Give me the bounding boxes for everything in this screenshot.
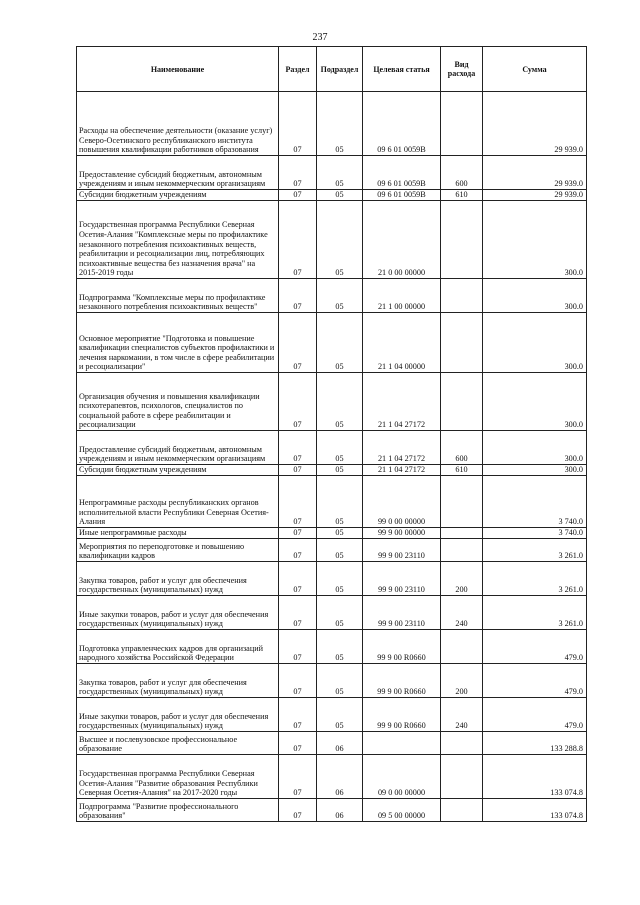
row-expense-type: 200: [441, 664, 483, 698]
row-name: Государственная программа Республики Северная Осетия-Алания "Комплексные меры по профилактике незаконного потребления психоактивных веществ, реабилитации и ресоциализации лиц, потребляющих психоактивные вещества без назначения врача" на 2015-2019 годы: [77, 201, 279, 279]
row-name: Иные закупки товаров, работ и услуг для обеспечения государственных (муниципальных) нужд: [77, 596, 279, 630]
row-amount: 479.0: [483, 698, 587, 732]
row-section: 07: [279, 539, 317, 562]
table-row: [77, 279, 587, 313]
row-subsection: 05: [317, 664, 363, 698]
row-expense-type: 600: [441, 431, 483, 465]
row-target: 21 1 04 27172: [363, 465, 441, 476]
row-subsection: 05: [317, 630, 363, 664]
header-target: Целевая статья: [363, 47, 441, 92]
row-expense-type: [441, 476, 483, 528]
row-expense-type: 200: [441, 562, 483, 596]
row-amount: 300.0: [483, 201, 587, 279]
row-name: Расходы на обеспечение деятельности (оказание услуг) Северо-Осетинского республиканского института повышения квалификации работников образования: [77, 92, 279, 156]
row-subsection: 05: [317, 373, 363, 431]
header-name: Наименование: [77, 47, 279, 92]
row-expense-type: 600: [441, 156, 483, 190]
row-target: 99 0 00 00000: [363, 476, 441, 528]
row-expense-type: 240: [441, 698, 483, 732]
row-amount: 29 939.0: [483, 190, 587, 201]
row-expense-type: [441, 732, 483, 755]
row-amount: 3 740.0: [483, 476, 587, 528]
row-subsection: 05: [317, 528, 363, 539]
row-amount: 29 939.0: [483, 92, 587, 156]
row-amount: 3 261.0: [483, 562, 587, 596]
row-section: 07: [279, 698, 317, 732]
table-row: [77, 476, 587, 528]
row-target: 21 1 04 00000: [363, 313, 441, 373]
row-section: 07: [279, 92, 317, 156]
row-subsection: 05: [317, 156, 363, 190]
row-amount: 133 074.8: [483, 799, 587, 822]
row-section: 07: [279, 596, 317, 630]
row-amount: 479.0: [483, 630, 587, 664]
row-expense-type: 610: [441, 465, 483, 476]
row-subsection: 05: [317, 596, 363, 630]
row-section: 07: [279, 201, 317, 279]
header-expense-type: Вид расхода: [441, 47, 483, 92]
row-expense-type: [441, 799, 483, 822]
row-name: Подготовка управленческих кадров для организаций народного хозяйства Российской Федерации: [77, 630, 279, 664]
header-subsection: Подраздел: [317, 47, 363, 92]
row-target: 09 6 01 0059В: [363, 156, 441, 190]
row-section: 07: [279, 630, 317, 664]
row-expense-type: [441, 313, 483, 373]
row-subsection: 05: [317, 562, 363, 596]
row-name: Закупка товаров, работ и услуг для обеспечения государственных (муниципальных) нужд: [77, 664, 279, 698]
row-expense-type: [441, 630, 483, 664]
row-amount: 133 288.8: [483, 732, 587, 755]
row-expense-type: [441, 373, 483, 431]
table-row: [77, 313, 587, 373]
row-section: 07: [279, 279, 317, 313]
row-amount: 29 939.0: [483, 156, 587, 190]
table-row: [77, 92, 587, 156]
table-row: [77, 156, 587, 190]
row-amount: 3 740.0: [483, 528, 587, 539]
table-row: [77, 528, 587, 539]
row-target: 09 6 01 0059В: [363, 92, 441, 156]
header-amount: Сумма: [483, 47, 587, 92]
row-subsection: 05: [317, 476, 363, 528]
row-name: Подпрограмма "Развитие профессионального образования": [77, 799, 279, 822]
row-target: 99 9 00 R0660: [363, 630, 441, 664]
row-name: Иные непрограммные расходы: [77, 528, 279, 539]
row-section: 07: [279, 562, 317, 596]
table-row: [77, 431, 587, 465]
row-section: 07: [279, 755, 317, 799]
row-subsection: 05: [317, 279, 363, 313]
table-header-row: [77, 47, 587, 92]
row-section: 07: [279, 156, 317, 190]
row-subsection: 05: [317, 539, 363, 562]
table-body: [77, 92, 587, 822]
table-row: [77, 755, 587, 799]
table-row: [77, 190, 587, 201]
row-subsection: 06: [317, 732, 363, 755]
table-row: [77, 664, 587, 698]
row-section: 07: [279, 373, 317, 431]
table-row: [77, 539, 587, 562]
row-name: Непрограммные расходы республиканских органов исполнительной власти Республики Северная Осетия-Алания: [77, 476, 279, 528]
row-subsection: 06: [317, 799, 363, 822]
row-section: 07: [279, 190, 317, 201]
row-subsection: 05: [317, 92, 363, 156]
row-subsection: 06: [317, 755, 363, 799]
row-expense-type: [441, 539, 483, 562]
row-target: 99 9 00 R0660: [363, 698, 441, 732]
row-name: Подпрограмма "Комплексные меры по профилактике незаконного потребления психоактивных веществ": [77, 279, 279, 313]
row-name: Предоставление субсидий бюджетным, автономным учреждениям и иным некоммерческим организациям: [77, 156, 279, 190]
row-section: 07: [279, 732, 317, 755]
row-amount: 3 261.0: [483, 596, 587, 630]
row-target: 99 9 00 23110: [363, 562, 441, 596]
table-row: [77, 596, 587, 630]
table-row: [77, 201, 587, 279]
row-target: 21 1 04 27172: [363, 431, 441, 465]
row-section: 07: [279, 528, 317, 539]
table-row: [77, 698, 587, 732]
row-section: 07: [279, 664, 317, 698]
row-subsection: 05: [317, 698, 363, 732]
table-row: [77, 373, 587, 431]
row-amount: 479.0: [483, 664, 587, 698]
row-subsection: 05: [317, 201, 363, 279]
row-amount: 300.0: [483, 279, 587, 313]
row-name: Предоставление субсидий бюджетным, автономным учреждениям и иным некоммерческим организациям: [77, 431, 279, 465]
row-section: 07: [279, 465, 317, 476]
row-target: 21 1 04 27172: [363, 373, 441, 431]
row-expense-type: 240: [441, 596, 483, 630]
row-name: Субсидии бюджетным учреждениям: [77, 465, 279, 476]
row-expense-type: 610: [441, 190, 483, 201]
row-target: 99 9 00 00000: [363, 528, 441, 539]
row-target: 21 0 00 00000: [363, 201, 441, 279]
row-target: 99 9 00 R0660: [363, 664, 441, 698]
row-amount: 3 261.0: [483, 539, 587, 562]
table-row: [77, 630, 587, 664]
row-target: 99 9 00 23110: [363, 596, 441, 630]
page-number: 237: [312, 32, 328, 43]
row-name: Государственная программа Республики Северная Осетия-Алания "Развитие образования Республики Северная Осетия-Алания" на 2017-2020 годы: [77, 755, 279, 799]
table-row: [77, 799, 587, 822]
row-subsection: 05: [317, 465, 363, 476]
row-subsection: 05: [317, 190, 363, 201]
row-target: 99 9 00 23110: [363, 539, 441, 562]
row-name: Закупка товаров, работ и услуг для обеспечения государственных (муниципальных) нужд: [77, 562, 279, 596]
row-name: Субсидии бюджетным учреждениям: [77, 190, 279, 201]
table-row: [77, 732, 587, 755]
row-subsection: 05: [317, 431, 363, 465]
row-name: Иные закупки товаров, работ и услуг для обеспечения государственных (муниципальных) нужд: [77, 698, 279, 732]
row-expense-type: [441, 201, 483, 279]
header-section: Раздел: [279, 47, 317, 92]
row-target: 09 5 00 00000: [363, 799, 441, 822]
row-target: [363, 732, 441, 755]
table-row: [77, 562, 587, 596]
row-expense-type: [441, 755, 483, 799]
row-section: 07: [279, 313, 317, 373]
row-amount: 300.0: [483, 431, 587, 465]
row-amount: 133 074.8: [483, 755, 587, 799]
row-name: Высшее и послевузовское профессиональное образование: [77, 732, 279, 755]
row-name: Основное мероприятие "Подготовка и повышение квалификации специалистов субъектов профилактики и лечения наркомании, в том числе в сфере реабилитации и ресоциализации": [77, 313, 279, 373]
row-amount: 300.0: [483, 313, 587, 373]
row-target: 09 0 00 00000: [363, 755, 441, 799]
row-amount: 300.0: [483, 373, 587, 431]
row-section: 07: [279, 799, 317, 822]
row-target: 09 6 01 0059В: [363, 190, 441, 201]
row-target: 21 1 00 00000: [363, 279, 441, 313]
row-name: Организация обучения и повышения квалификации психотерапевтов, психологов, специалистов по социальной работе в сфере реабилитации и ресоциализации: [77, 373, 279, 431]
row-subsection: 05: [317, 313, 363, 373]
row-expense-type: [441, 279, 483, 313]
row-section: 07: [279, 431, 317, 465]
row-expense-type: [441, 92, 483, 156]
row-expense-type: [441, 528, 483, 539]
row-name: Мероприятия по переподготовке и повышению квалификации кадров: [77, 539, 279, 562]
row-amount: 300.0: [483, 465, 587, 476]
row-section: 07: [279, 476, 317, 528]
table-row: [77, 465, 587, 476]
budget-table: [76, 46, 587, 822]
